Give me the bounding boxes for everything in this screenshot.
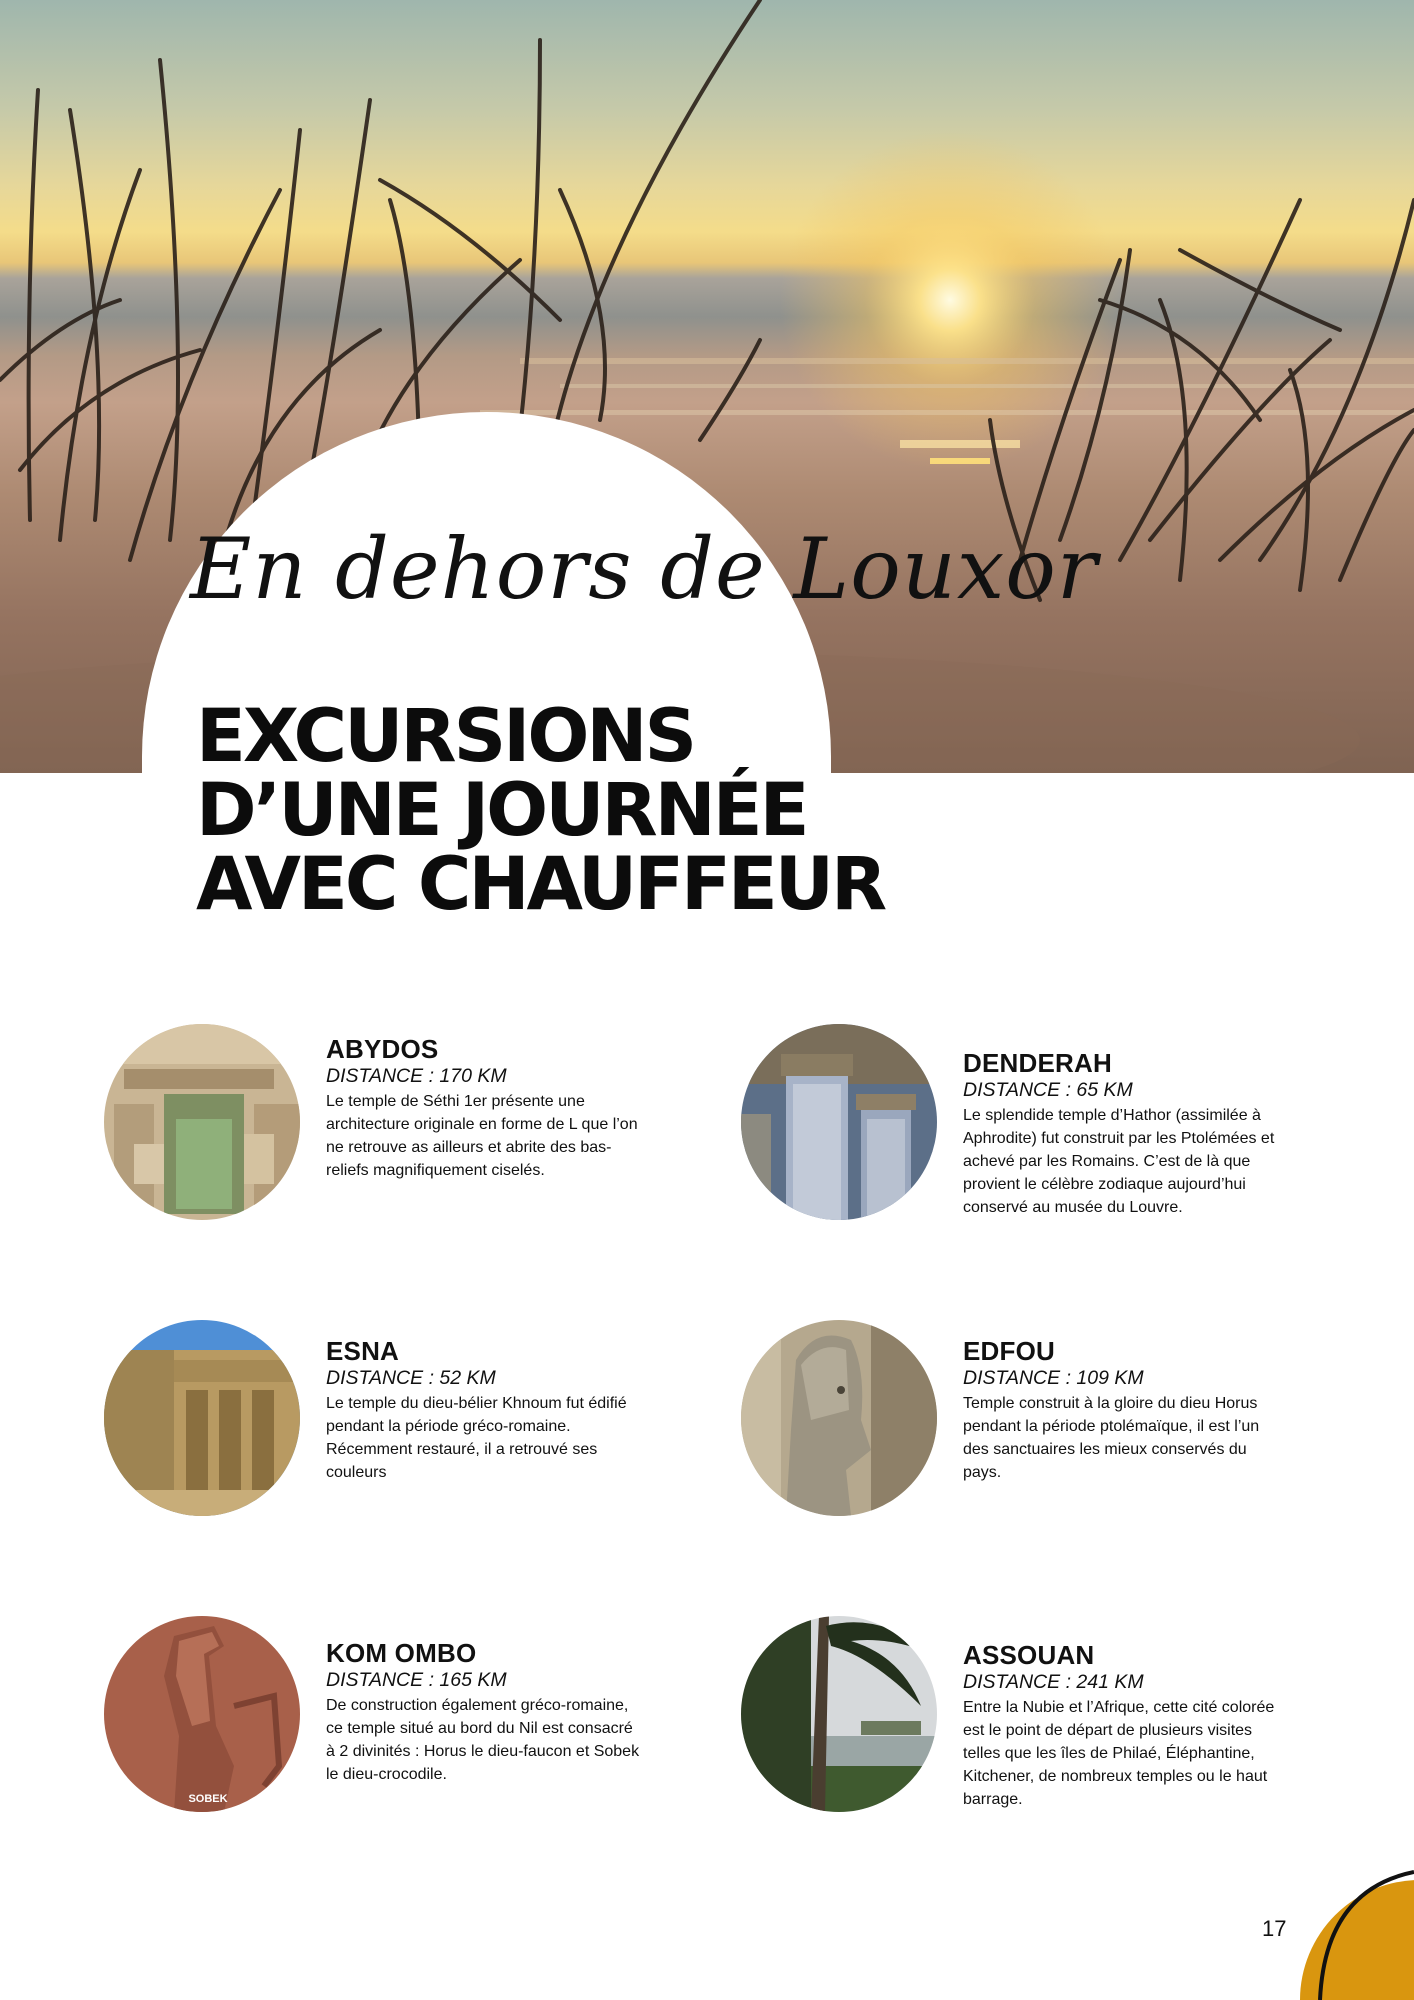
kom-ombo-sobek-relief-photo [104,1616,300,1812]
hero-banner [0,0,1414,779]
excursion-info [963,1336,1283,1484]
excursion-description: Temple construit à la gloire du dieu Horus pendant la période ptolémaïque, il est l’un des sanctuaires les mieux conservés du pays. [963,1395,1260,1481]
abydos-temple-photo [104,1024,300,1220]
excursion-description: Le temple du dieu-bélier Khnoum fut édifié pendant la période gréco-romaine. Récemment restauré, il a retrouvé ses couleurs [326,1395,627,1481]
excursion-name: ESNA [326,1336,400,1366]
corner-accent-shape [1300,1850,1414,2000]
page-title-line: D’UNE JOURNÉE [196,768,807,853]
script-subtitle: En dehors de Louxor [190,520,1098,618]
excursion-distance: DISTANCE : 65 KM [963,1079,1133,1101]
excursion-name: DENDERAH [963,1048,1112,1078]
excursion-info [963,1048,1283,1219]
esna-temple-photo [104,1320,300,1516]
excursion-description: Entre la Nubie et l’Afrique, cette cité colorée est le point de départ de plusieurs visites telles que les îles de Philaé, Éléphantine, Kitchener, de nombreux temples ou le haut barrage. [963,1699,1275,1808]
excursion-name: KOM OMBO [326,1638,477,1668]
page-number: 17 [1262,1916,1287,1941]
excursion-info [326,1336,646,1484]
assouan-nile-palm-photo [741,1616,937,1812]
excursion-description: Le splendide temple d’Hathor (assimilée à Aphrodite) fut construit par les Ptolémées et achevé par les Romains. C’est de là que provient le célèbre zodiaque aujourd’hui conservé au musée du Louvre. [963,1107,1275,1216]
excursion-distance: DISTANCE : 109 KM [963,1367,1144,1389]
excursion-name: ABYDOS [326,1034,439,1064]
page-title [196,694,956,927]
excursion-name: ASSOUAN [963,1640,1095,1670]
sobek-image-caption: SOBEK [188,1793,228,1805]
denderah-columns-photo [741,1024,937,1220]
excursion-info [963,1640,1283,1811]
excursion-distance: DISTANCE : 241 KM [963,1671,1144,1693]
excursion-distance: DISTANCE : 52 KM [326,1367,496,1389]
excursion-description: De construction également gréco-romaine, ce temple situé au bord du Nil est consacré à 2 divinités : Horus le dieu-faucon et Sobek le dieu-crocodile. [326,1697,640,1783]
edfou-horus-statue-photo [741,1320,937,1516]
excursion-info [326,1034,646,1182]
excursion-name: EDFOU [963,1336,1055,1366]
page-title-line: AVEC CHAUFFEUR [196,842,885,927]
excursion-info [326,1638,646,1786]
page-title-line: EXCURSIONS [196,694,695,779]
excursion-description: Le temple de Séthi 1er présente une architecture originale en forme de L que l’on ne retrouve as ailleurs et abrite des bas-reliefs magnifiquement ciselés. [326,1093,638,1179]
excursion-distance: DISTANCE : 165 KM [326,1669,507,1691]
excursion-distance: DISTANCE : 170 KM [326,1065,507,1087]
